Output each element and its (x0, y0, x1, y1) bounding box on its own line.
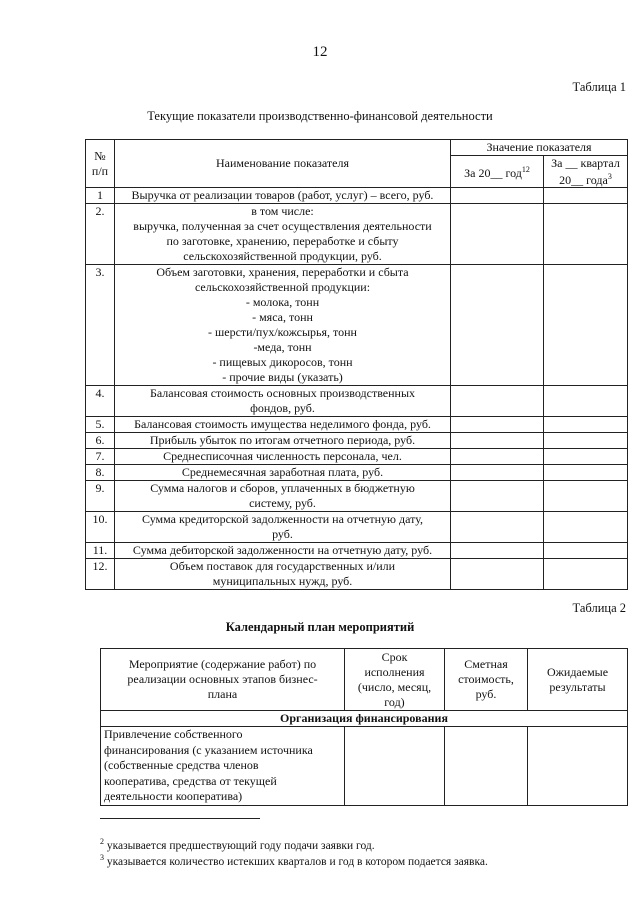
row-quarter-value (544, 188, 628, 204)
row-year-value (451, 559, 544, 590)
row-num: 12. (86, 559, 115, 590)
table-row (86, 449, 628, 465)
header-year: За 20__ год$^{12}$ (451, 156, 544, 188)
row-quarter-value (544, 543, 628, 559)
row-name: Балансовая стоимость имущества неделимого фонда, руб. (115, 417, 451, 433)
header-activity: Мероприятие (содержание работ) по реализации основных этапов бизнес- плана (101, 649, 345, 711)
table-row (86, 512, 628, 543)
row-quarter-value (544, 386, 628, 417)
header-quarter: За __ квартал 20__ года$^3$ (544, 156, 628, 188)
row-num: 11. (86, 543, 115, 559)
row-name: в том числе: выручка, полученная за счет осуществления деятельности по заготовке, хранению, переработке и сбыту сельскохозяйственной продукции, руб. (115, 204, 451, 265)
row-year-value (451, 543, 544, 559)
table-row (86, 481, 628, 512)
row-name: Сумма дебиторской задолженности на отчетную дату, руб. (115, 543, 451, 559)
row-name: Объем заготовки, хранения, переработки и сбыта сельскохозяйственной продукции: - молока, тонн - мяса, тонн - шерсти/пух/кожсырья, тонн -меда, тонн - пищевых дикоросов, тонн - прочие виды (указать) (115, 265, 451, 386)
table-row (86, 433, 628, 449)
header-value: Значение показателя (451, 140, 628, 156)
deadline-cell (345, 727, 445, 806)
row-year-value (451, 465, 544, 481)
table-row (86, 188, 628, 204)
header-deadline: Срок исполнения (число, месяц, год) (345, 649, 445, 711)
footnote-divider (100, 818, 260, 819)
calendar-plan-table (100, 648, 628, 806)
row-num: 6. (86, 433, 115, 449)
table-row (86, 417, 628, 433)
row-quarter-value (544, 481, 628, 512)
row-num: 9. (86, 481, 115, 512)
row-name: Сумма налогов и сборов, уплаченных в бюджетную систему, руб. (115, 481, 451, 512)
row-name: Среднесписочная численность персонала, чел. (115, 449, 451, 465)
header-name: Наименование показателя (115, 140, 451, 188)
table2-label: Таблица 2 (572, 601, 626, 615)
row-num: 8. (86, 465, 115, 481)
table-row (86, 465, 628, 481)
row-num: 3. (86, 265, 115, 386)
row-year-value (451, 204, 544, 265)
row-name: Балансовая стоимость основных производственных фондов, руб. (115, 386, 451, 417)
row-name: Объем поставок для государственных и/или муниципальных нужд, руб. (115, 559, 451, 590)
footnote-3: $^3$ указывается количество истекших кварталов и год в котором подается заявка. (100, 853, 488, 868)
row-quarter-value (544, 449, 628, 465)
row-num: 5. (86, 417, 115, 433)
activity-cell: Привлечение собственного финансирования (с указанием источника (собственные средства членов кооператива, средства от текущей деятельности кооператива) (101, 727, 345, 806)
row-num: 2. (86, 204, 115, 265)
row-year-value (451, 481, 544, 512)
table-row (86, 265, 628, 386)
table-row (86, 204, 628, 265)
header-cost: Сметная стоимость, руб. (445, 649, 528, 711)
row-num: 4. (86, 386, 115, 417)
header-results: Ожидаемые результаты (528, 649, 628, 711)
row-name: Среднемесячная заработная плата, руб. (115, 465, 451, 481)
row-year-value (451, 188, 544, 204)
row-quarter-value (544, 559, 628, 590)
header-num: № п/п (86, 140, 115, 188)
cost-cell (445, 727, 528, 806)
table-row (86, 559, 628, 590)
row-year-value (451, 449, 544, 465)
row-num: 7. (86, 449, 115, 465)
row-quarter-value (544, 204, 628, 265)
row-num: 1 (86, 188, 115, 204)
table-row (86, 386, 628, 417)
table2-title: Календарный план мероприятий (225, 620, 415, 634)
indicators-table (85, 139, 628, 590)
row-quarter-value (544, 512, 628, 543)
row-name: Прибыль убыток по итогам отчетного периода, руб. (115, 433, 451, 449)
row-year-value (451, 265, 544, 386)
results-cell (528, 727, 628, 806)
table1-title: Текущие показатели производственно-финансовой деятельности (147, 109, 493, 123)
row-year-value (451, 386, 544, 417)
row-num: 10. (86, 512, 115, 543)
table-row (86, 543, 628, 559)
table1-label: Таблица 1 (572, 80, 626, 94)
section-financing: Организация финансирования (101, 711, 628, 727)
row-quarter-value (544, 465, 628, 481)
page-number: 12 (312, 44, 328, 60)
footnote-2: $^2$ указывается предшествующий году подачи заявки год. (100, 837, 375, 852)
row-quarter-value (544, 417, 628, 433)
row-name: Сумма кредиторской задолженности на отчетную дату, руб. (115, 512, 451, 543)
row-year-value (451, 417, 544, 433)
row-year-value (451, 433, 544, 449)
row-name: Выручка от реализации товаров (работ, услуг) – всего, руб. (115, 188, 451, 204)
row-year-value (451, 512, 544, 543)
row-quarter-value (544, 433, 628, 449)
row-quarter-value (544, 265, 628, 386)
